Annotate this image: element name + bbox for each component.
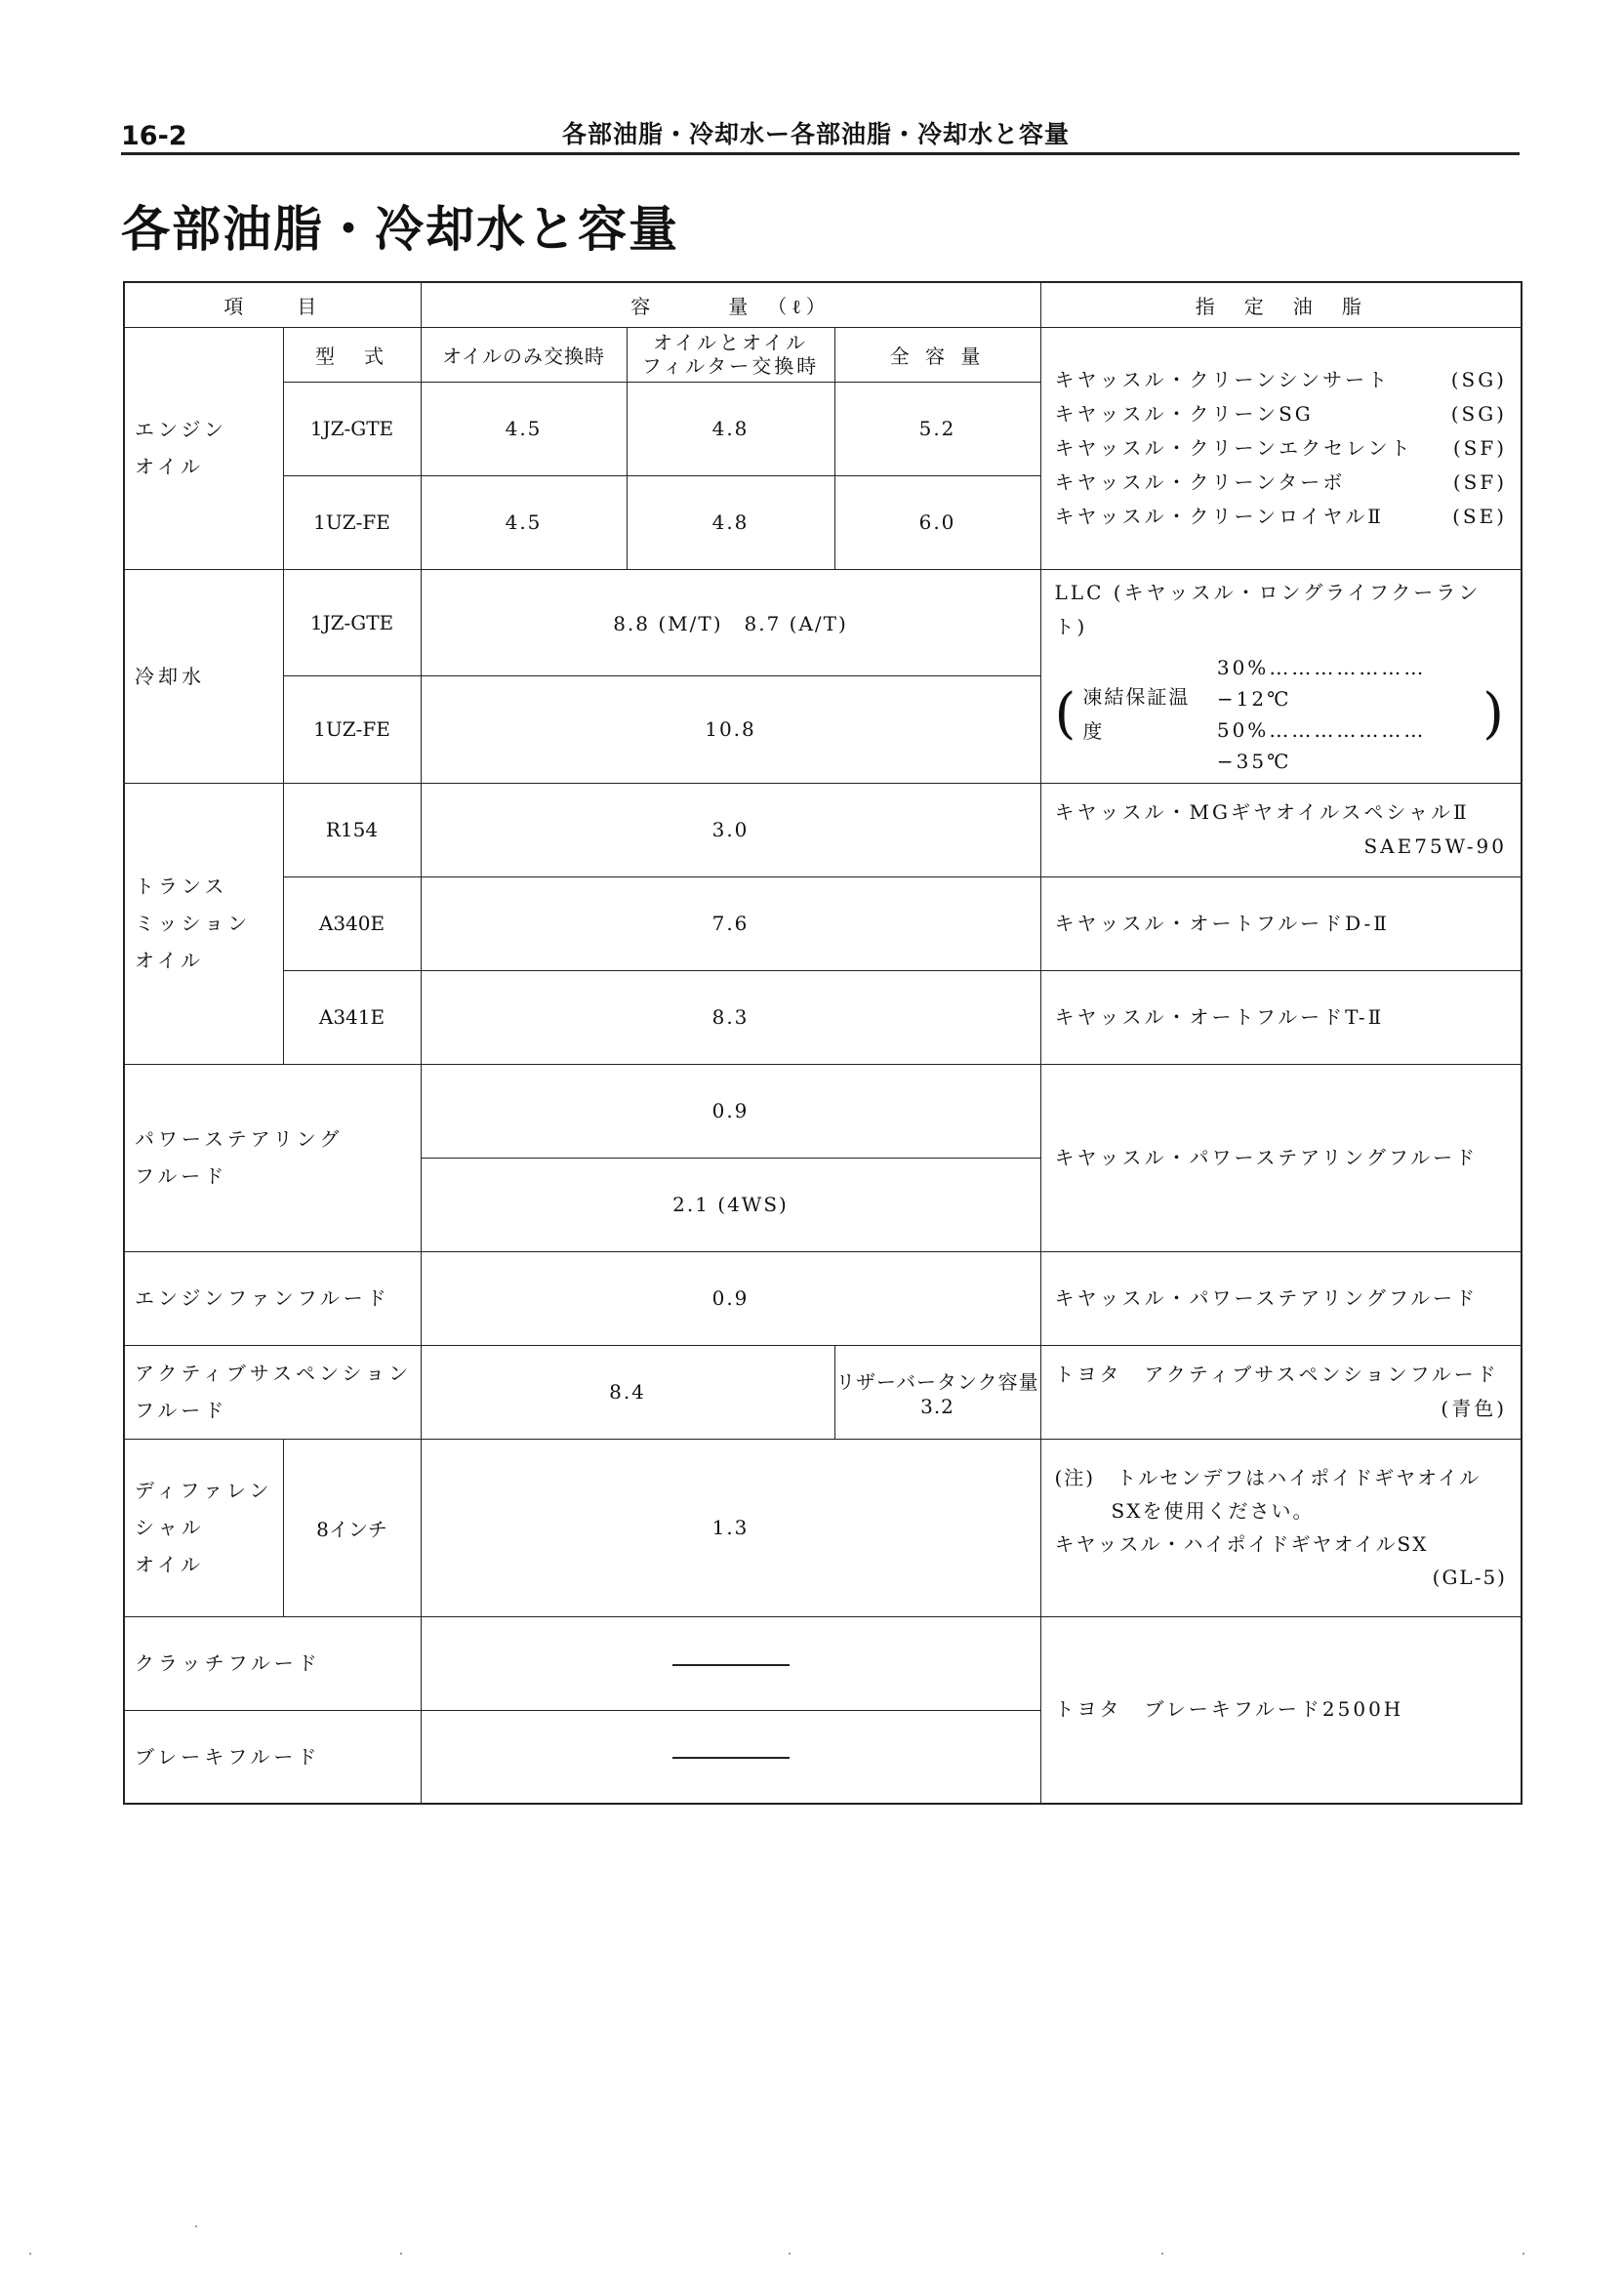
- brake-label: ブレーキフルード: [124, 1710, 421, 1804]
- table-header-row: [124, 282, 1522, 327]
- header-oil: 指 定 油 脂: [1040, 282, 1522, 327]
- table-row: [124, 1345, 1522, 1439]
- value-cell: [421, 1710, 1040, 1804]
- clutch-label: クラッチフルード: [124, 1616, 421, 1710]
- coolant-label: 冷却水: [124, 569, 283, 783]
- active-suspension-label-line1: アクティブサスペンション: [135, 1362, 413, 1385]
- scan-speck: [29, 2253, 31, 2255]
- freeze-guarantee: [1055, 652, 1508, 777]
- engine-fan-oil: キヤッスル・パワーステアリングフルード: [1040, 1251, 1522, 1345]
- header-capacity: 容 量 （ℓ）: [421, 282, 1040, 327]
- power-steering-label-line2: フルード: [135, 1164, 228, 1188]
- table-row: [124, 1616, 1522, 1710]
- transmission-oil: キヤッスル・オートフルードD-Ⅱ: [1040, 876, 1522, 970]
- value-cell: 7.6: [421, 876, 1040, 970]
- model-cell: 1UZ-FE: [283, 475, 421, 569]
- engine-oil-item: キヤッスル・クリーンターボ (SF): [1054, 469, 1507, 494]
- value-cell: 1.3: [421, 1439, 1040, 1616]
- freeze-row: 50%…………………−35℃: [1216, 717, 1427, 773]
- oil-grade: (青色): [1441, 1397, 1507, 1420]
- model-cell: 1JZ-GTE: [283, 382, 421, 475]
- differential-note: [1040, 1439, 1522, 1616]
- value-cell: 10.8: [421, 676, 1040, 784]
- scan-speck: [789, 2253, 791, 2255]
- value-cell: [421, 1616, 1040, 1710]
- paren-open: (: [1054, 681, 1079, 746]
- value-cell: 4.8: [627, 382, 834, 475]
- engine-oil-header-row: [124, 327, 1522, 382]
- engine-oil-item: キヤッスル・クリーンシンサート (SG): [1054, 367, 1507, 391]
- empty-dash: [672, 1757, 790, 1759]
- page-number: 16-2: [121, 121, 187, 151]
- differential-label-line3: オイル: [135, 1553, 204, 1576]
- model-cell: 1JZ-GTE: [283, 569, 421, 676]
- header-total: 全 容 量: [834, 327, 1040, 382]
- value-cell: 4.8: [627, 475, 834, 569]
- value-cell: 3.0: [421, 783, 1040, 876]
- transmission-oil: キヤッスル・オートフルードT-Ⅱ: [1040, 970, 1522, 1064]
- brake-oil: トヨタ ブレーキフルード2500H: [1040, 1616, 1522, 1804]
- coolant-oil: [1040, 569, 1522, 783]
- header-oil-filter-line2: フィルター交換時: [641, 354, 820, 378]
- engine-oil-item: キヤッスル・クリーンSG (SG): [1054, 401, 1507, 426]
- active-suspension-label: [124, 1345, 421, 1439]
- table-row: [124, 1251, 1522, 1345]
- paren-close: ): [1482, 681, 1507, 746]
- value-cell: 8.8 (M/T) 8.7 (A/T): [421, 569, 1040, 676]
- value-cell: 4.5: [421, 475, 627, 569]
- engine-oil-item: キヤッスル・クリーンロイヤルⅡ (SE): [1054, 504, 1507, 528]
- note-line: (GL-5): [1432, 1566, 1507, 1589]
- page-title: 各部油脂・冷却水と容量: [121, 201, 679, 258]
- engine-oil-label-line2: オイル: [135, 455, 204, 478]
- value-cell: 8.3: [421, 970, 1040, 1064]
- transmission-label-line3: オイル: [135, 949, 204, 972]
- header-model: 型 式: [283, 327, 421, 382]
- scan-speck: [400, 2253, 402, 2255]
- scan-speck: [195, 2225, 197, 2227]
- table-row: [124, 1064, 1522, 1158]
- table-row: [124, 970, 1522, 1064]
- transmission-oil: [1040, 783, 1522, 876]
- note-line: キヤッスル・ハイポイドギヤオイルSX: [1054, 1532, 1429, 1556]
- value-cell: 4.5: [421, 382, 627, 475]
- power-steering-label-line1: パワーステアリング: [135, 1127, 344, 1151]
- model-cell: A341E: [283, 970, 421, 1064]
- table-row: [124, 1439, 1522, 1616]
- value-cell: 6.0: [834, 475, 1040, 569]
- header-oil-filter-line1: オイルとオイル: [653, 331, 808, 354]
- transmission-label-line1: トランス: [135, 875, 228, 898]
- active-suspension-label-line2: フルード: [135, 1399, 228, 1422]
- table-row: [124, 783, 1522, 876]
- capacity-table: [123, 281, 1522, 1805]
- engine-oil-list: [1040, 327, 1522, 569]
- header-item: 項 目: [124, 282, 421, 327]
- engine-fan-label: エンジンファンフルード: [124, 1251, 421, 1345]
- value-cell: 5.2: [834, 382, 1040, 475]
- model-cell: 8インチ: [283, 1439, 421, 1616]
- header-oil-only: オイルのみ交換時: [421, 327, 627, 382]
- note-line: (注) トルセンデフはハイポイドギヤオイル: [1054, 1466, 1482, 1489]
- freeze-rows: [1217, 652, 1482, 777]
- model-cell: A340E: [283, 876, 421, 970]
- note-line: SXを使用ください。: [1111, 1499, 1315, 1523]
- differential-label: [124, 1439, 283, 1616]
- scan-speck: [1522, 2253, 1524, 2255]
- power-steering-oil: キヤッスル・パワーステアリングフルード: [1040, 1064, 1522, 1251]
- freeze-row: 30%…………………−12℃: [1216, 655, 1427, 711]
- engine-oil-label: [124, 327, 283, 569]
- header-oil-filter: [627, 327, 834, 382]
- header-rule: [121, 152, 1520, 155]
- power-steering-label: [124, 1064, 421, 1251]
- value-cell: 2.1 (4WS): [421, 1158, 1040, 1251]
- value-cell: 0.9: [421, 1251, 1040, 1345]
- oil-grade: SAE75W-90: [1363, 835, 1507, 858]
- empty-dash: [672, 1664, 790, 1666]
- table-row: [124, 569, 1522, 676]
- engine-oil-label-line1: エンジン: [135, 418, 227, 441]
- oil-name: キヤッスル・MGギヤオイルスペシャルⅡ: [1054, 800, 1470, 824]
- reservoir-cell: リザーバータンク容量 3.2: [834, 1345, 1040, 1439]
- transmission-label-line2: ミッション: [135, 912, 252, 935]
- table-row: [124, 876, 1522, 970]
- value-cell: 8.4: [421, 1345, 834, 1439]
- freeze-label: 凍結保証温度: [1082, 684, 1191, 743]
- model-cell: 1UZ-FE: [283, 676, 421, 784]
- active-suspension-oil: [1040, 1345, 1522, 1439]
- running-head: 各部油脂・冷却水ー各部油脂・冷却水と容量: [562, 120, 1071, 148]
- transmission-label: [124, 783, 283, 1064]
- coolant-oil-name: LLC (キヤッスル・ロングライフクーラント): [1054, 580, 1482, 638]
- scan-speck: [1161, 2253, 1163, 2255]
- differential-label-line1: ディファレン: [135, 1479, 273, 1502]
- value-cell: 0.9: [421, 1064, 1040, 1158]
- model-cell: R154: [283, 783, 421, 876]
- engine-oil-item: キヤッスル・クリーンエクセレント (SF): [1054, 435, 1507, 460]
- oil-name: トヨタ アクティブサスペンションフルード: [1054, 1363, 1499, 1386]
- differential-label-line2: シャル: [135, 1516, 205, 1539]
